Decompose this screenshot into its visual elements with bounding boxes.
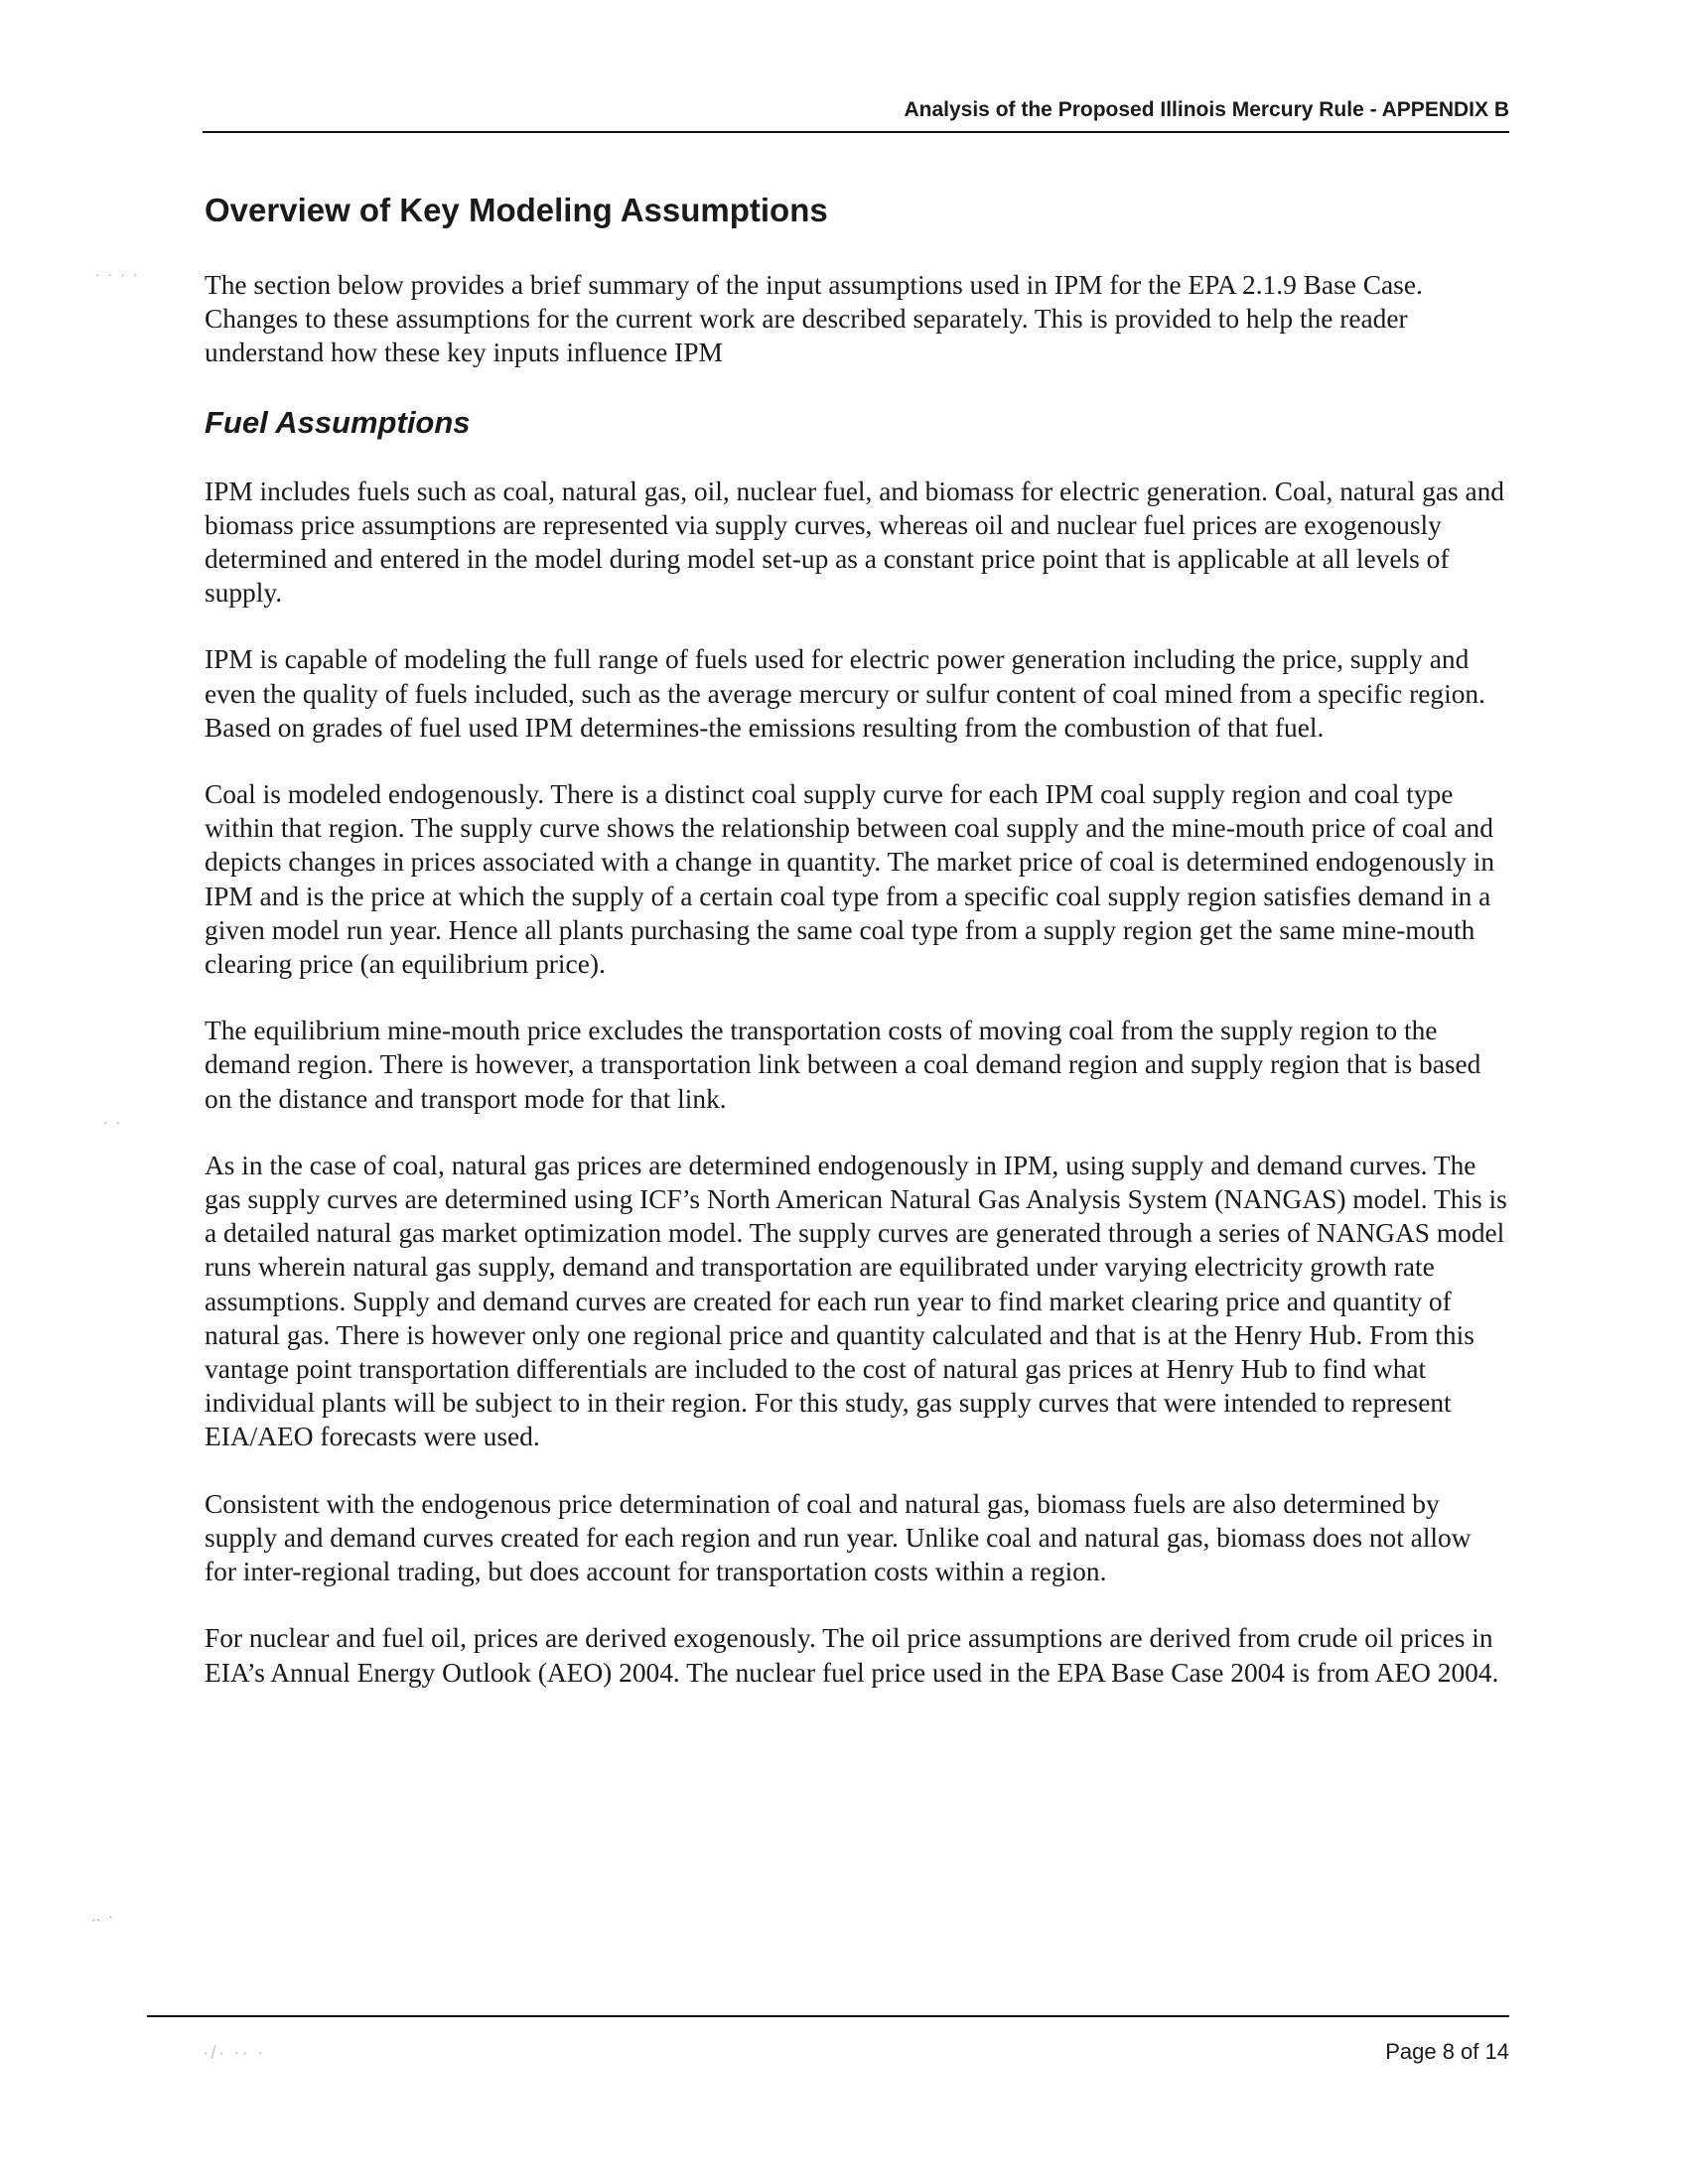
body-paragraph: IPM includes fuels such as coal, natural gas, oil, nuclear fuel, and biomass for electric generation. Coal, natural gas and biomass price assumptions are represented via supply curves, whereas oil and nuclear fuel prices are exogenously determined and entered in the model during model set-up as a constant price point that is applicable at all levels of supply. <box>205 476 1504 609</box>
document-body <box>205 189 1509 1722</box>
body-paragraph: Coal is modeled endogenously. There is a distinct coal supply curve for each IPM coal supply region and coal type within that region. The supply curve shows the relationship between coal supply and the mine-mouth price of coal and depicts changes in prices associated with a change in quantity. The market price of coal is determined endogenously in IPM and is the price at which the supply of a certain coal type from a specific coal supply region satisfies demand in a given model run year. Hence all plants purchasing the same coal type from a supply region get the same mine-mouth clearing price (an equilibrium price). <box>205 779 1495 980</box>
body-paragraph: The equilibrium mine-mouth price excludes the transportation costs of moving coal from the supply region to the demand region. There is however, a transportation link between a coal demand region and supply region that is based on the distance and transport mode for that link. <box>205 1016 1481 1114</box>
header-title: Analysis of the Proposed Illinois Mercury Rule - APPENDIX B <box>904 98 1509 121</box>
page-footer <box>147 2015 1509 2064</box>
scan-speck: · · <box>103 1114 123 1130</box>
section-heading: Overview of Key Modeling Assumptions <box>205 192 828 228</box>
body-paragraph: As in the case of coal, natural gas prices are determined endogenously in IPM, using supply and demand curves. The gas supply curves are determined using ICF’s North American Natural Gas Analysis System (NANGAS) model. This is a detailed natural gas market optimization model. The supply curves are generated through a series of NANGAS model runs wherein natural gas supply, demand and transportation are equilibrated under varying electricity growth rate assumptions. Supply and demand curves are created for each run year to find market clearing price and quantity of natural gas. There is however only one regional price and quantity calculated and that is at the Henry Hub. From this vantage point transportation differentials are included to the cost of natural gas prices at Henry Hub to find what individual plants will be subject to in their region. For this study, gas supply curves that were intended to represent EIA/AEO forecasts were used. <box>205 1150 1507 1452</box>
scan-speck: ‥ · <box>91 1908 115 1924</box>
body-paragraph: IPM is capable of modeling the full range of fuels used for electric power generation including the price, supply and even the quality of fuels included, such as the average mercury or sulfur content of coal mined from a specific region. Based on grades of fuel used IPM determines-the emissions resulting from the combustion of that fuel. <box>205 644 1485 743</box>
scan-speck: · · · · <box>95 266 140 282</box>
subsection-heading: Fuel Assumptions <box>205 404 471 440</box>
intro-paragraph: The section below provides a brief summary of the input assumptions used in IPM for the EPA 2.1.9 Base Case. Changes to these assumptions for the current work are described separately. This is provided to help the reader understand how these key inputs influence IPM <box>205 270 1423 368</box>
running-header <box>203 95 1509 133</box>
body-paragraph: For nuclear and fuel oil, prices are derived exogenously. The oil price assumptions are derived from crude oil prices in EIA’s Annual Energy Outlook (AEO) 2004. The nuclear fuel price used in the EPA Base Case 2004 is from AEO 2004. <box>205 1623 1499 1688</box>
page-number: Page 8 of 14 <box>1385 2039 1509 2064</box>
faint-footer-mark: ·/· ·· · <box>203 2043 266 2064</box>
body-paragraph: Consistent with the endogenous price determination of coal and natural gas, biomass fuels are also determined by supply and demand curves created for each region and run year. Unlike coal and natural gas, biomass does not allow for inter-regional trading, but does account for transportation costs within a region. <box>205 1488 1472 1587</box>
